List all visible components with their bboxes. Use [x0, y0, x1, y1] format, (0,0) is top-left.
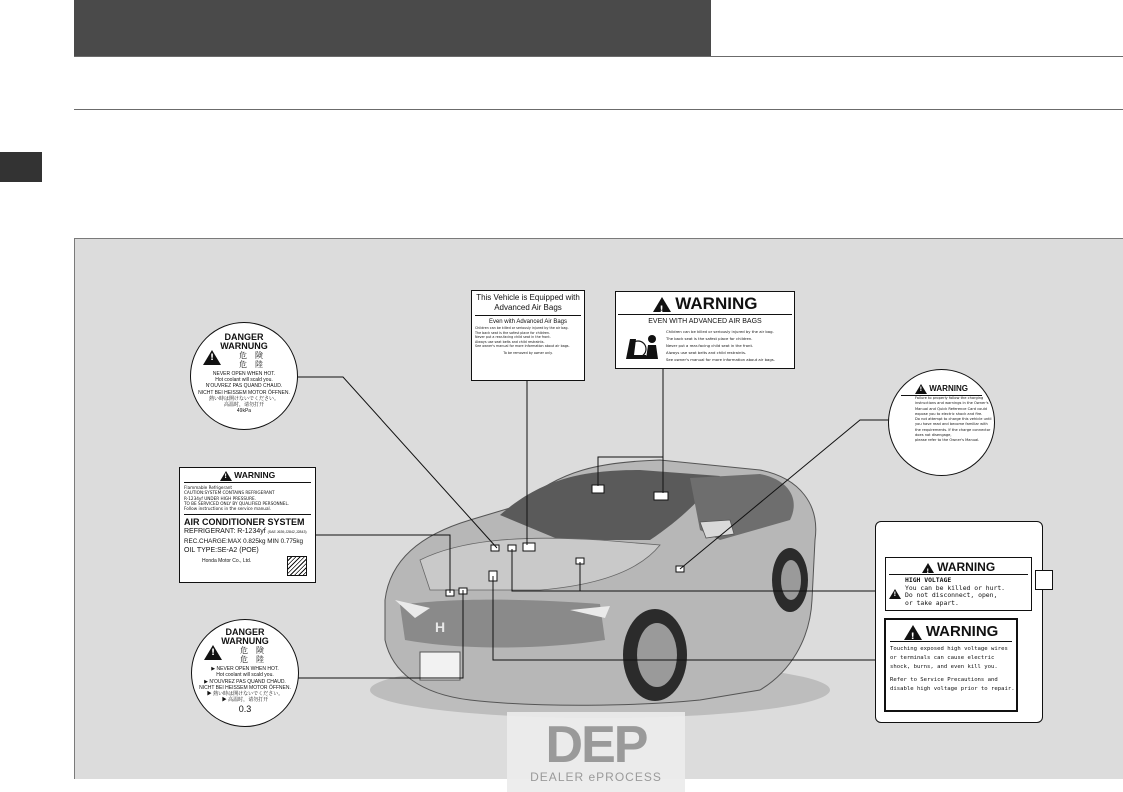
visor-line: Children can be killed or seriously injured by the air bag.: [666, 329, 774, 334]
touch-line: or terminals can cause electric: [890, 655, 995, 661]
ac-maker: Honda Motor Co., Ltd.: [202, 557, 252, 564]
japanese-danger-1: 危 険: [239, 351, 263, 360]
advanced-airbag-label: [471, 290, 585, 381]
visor-warning-title: WARNING: [675, 294, 758, 313]
charge-line: does not disengage,: [915, 433, 952, 438]
warning-triangle-icon: [915, 384, 927, 394]
child-seat-icon: [618, 328, 666, 364]
dealer-eprocess-watermark: [507, 712, 685, 792]
airbag-line: Always use seat belts and child restraints.: [475, 339, 545, 344]
ac-charge: REC.CHARGE:MAX 0.825kg MIN 0.775kg: [184, 537, 303, 545]
radiator-cap-label-bottom: [191, 619, 299, 727]
ac-system-title: AIR CONDITIONER SYSTEM: [184, 516, 305, 527]
charge-line: you have read and become familiar with: [915, 422, 988, 427]
japanese-danger-2: 危 陸: [239, 360, 263, 369]
hv-warning-title: WARNING: [937, 560, 996, 574]
visor-line: The back seat is the safest place for children.: [666, 336, 753, 341]
warning-triangle-icon: [922, 563, 934, 573]
airbag-line: Children can be killed or seriously injured by the air bag.: [475, 326, 569, 330]
electric-hazard-icon: [889, 577, 905, 607]
charge-line: Do not attempt to charge this vehicle until: [915, 417, 992, 422]
cap-warning-line: 高温时，请勿打开: [223, 402, 264, 409]
airbag-line: See owner's manual for more information about air bags.: [475, 344, 570, 349]
ac-warning-line: R-1234yf UNDER HIGH PRESSURE.: [184, 495, 256, 501]
charge-line: please refer to the Owner's Manual.: [915, 438, 980, 443]
charge-line: instructions and warnings in the Owner's: [915, 401, 989, 406]
charge-port-warning-label: [888, 369, 995, 476]
touch-line: Touching exposed high voltage wires: [890, 646, 1008, 652]
cap-warning-line: 熱い時は開けないでください。: [208, 395, 279, 402]
ac-oil-type: OIL TYPE:SE-A2 (POE): [184, 546, 259, 554]
japanese-danger-1: 危 険: [240, 646, 264, 655]
cap-warning-line: NICHT BEI HEISSEM MOTOR ÖFFNEN.: [199, 684, 291, 691]
hv-line: Do not disconnect, open,: [905, 591, 998, 600]
charge-line: Failure to properly follow the charging: [915, 396, 984, 400]
touch-warning-title: WARNING: [925, 623, 999, 640]
blank-square-icon: [1035, 570, 1053, 590]
cap-warning-line: Hot coolant will scald you.: [216, 672, 274, 679]
touch-line: shock, burns, and even kill you.: [890, 664, 998, 670]
warning-triangle-icon: [904, 625, 922, 640]
ac-warning-line: Flammable Refrigerant: [184, 484, 233, 490]
ac-warning-title: WARNING: [234, 470, 276, 480]
cap-pressure: 0.3: [238, 703, 252, 714]
cap-warning-line: NEVER OPEN WHEN HOT.: [212, 371, 276, 377]
cap-warning-line: ▶ 熱い時は開けないでください。: [206, 691, 284, 698]
hv-heading: HIGH VOLTAGE: [905, 576, 952, 584]
japanese-danger-2: 危 陸: [240, 655, 264, 664]
danger-title: DANGER: [225, 627, 265, 637]
hv-line: You can be killed or hurt.: [905, 583, 1006, 592]
cap-warning-line: ▶ N'OUVREZ PAS QUAND CHAUD.: [204, 678, 286, 685]
ac-refrigerant: REFRIGERANT: R-1234yf: [184, 527, 266, 535]
visor-line: See owner's manual for more information about air bags.: [666, 357, 775, 362]
cap-warning-line: ▶ 高温时，请勿打开: [221, 697, 269, 704]
airbag-line: The back seat is the safest place for children.: [475, 330, 551, 335]
touch-line: disable high voltage prior to repair.: [890, 686, 1015, 692]
cap-warning-line: N'OUVREZ PAS QUAND CHAUD.: [205, 383, 283, 390]
cap-warning-line: Hot coolant will scald you.: [215, 377, 273, 384]
radiator-cap-label-top: [190, 322, 298, 430]
svg-text:H: H: [434, 619, 446, 635]
hv-line: or take apart.: [905, 598, 959, 607]
air-conditioner-label: [179, 467, 316, 583]
charge-line: Manual and Quick Reference Card could: [915, 406, 987, 411]
airbag-line: Never put a rear-facing child seat in the front.: [475, 335, 551, 340]
touch-line: Refer to Service Precautions and: [890, 677, 998, 683]
airbag-footer: To be removed by owner only.: [503, 350, 553, 355]
cap-warning-line: ▶ NEVER OPEN WHEN HOT.: [211, 666, 279, 672]
sun-visor-warning-label: [615, 291, 795, 369]
airbag-title-line2: Advanced Air Bags: [475, 303, 581, 316]
ac-warning-line: TO BE SERVICED ONLY BY QUALIFIED PERSONNEL.: [184, 500, 290, 506]
charge-line: expose you to electric shock and fire.: [915, 411, 983, 416]
warning-triangle-icon: [203, 349, 221, 367]
cap-pressure: 49kPa: [236, 408, 252, 415]
warnung-title: WARNUNG: [221, 636, 269, 646]
cap-warning-line: NICHT BEI HEISSEM MOTOR ÖFFNEN.: [198, 389, 290, 396]
charge-line: the requirements. If the charge connector: [915, 427, 991, 432]
visor-subtitle: EVEN WITH ADVANCED AIR BAGS: [648, 318, 762, 325]
warning-triangle-icon: [220, 471, 232, 481]
ac-refrigerant-standard: (SAE J639,J2842,J2843): [267, 529, 307, 534]
high-voltage-warning-label: [885, 557, 1032, 611]
warnung-title: WARNUNG: [220, 341, 268, 351]
airbag-title-line1: This Vehicle is Equipped with: [476, 293, 580, 302]
dep-logo: DEP: [545, 716, 647, 774]
high-voltage-touch-warning-label: [884, 618, 1018, 712]
visor-line: Always use seat belts and child restraints.: [666, 350, 747, 355]
danger-title: DANGER: [224, 332, 264, 342]
warning-triangle-icon: [653, 297, 671, 312]
ac-warning-line: CAUTION:SYSTEM CONTAINS REFRIGERANT: [184, 490, 275, 496]
watermark-text: DEALER ePROCESS: [530, 770, 662, 784]
ac-warning-line: Follow instructions in the service manual.: [184, 506, 272, 512]
warning-triangle-icon: [204, 644, 222, 662]
charge-warning-title: WARNING: [929, 384, 968, 394]
airbag-subtitle: Even with Advanced Air Bags: [488, 319, 568, 325]
visor-line: Never put a rear-facing child seat in the front.: [666, 343, 754, 348]
hatched-box-icon: [287, 556, 307, 576]
